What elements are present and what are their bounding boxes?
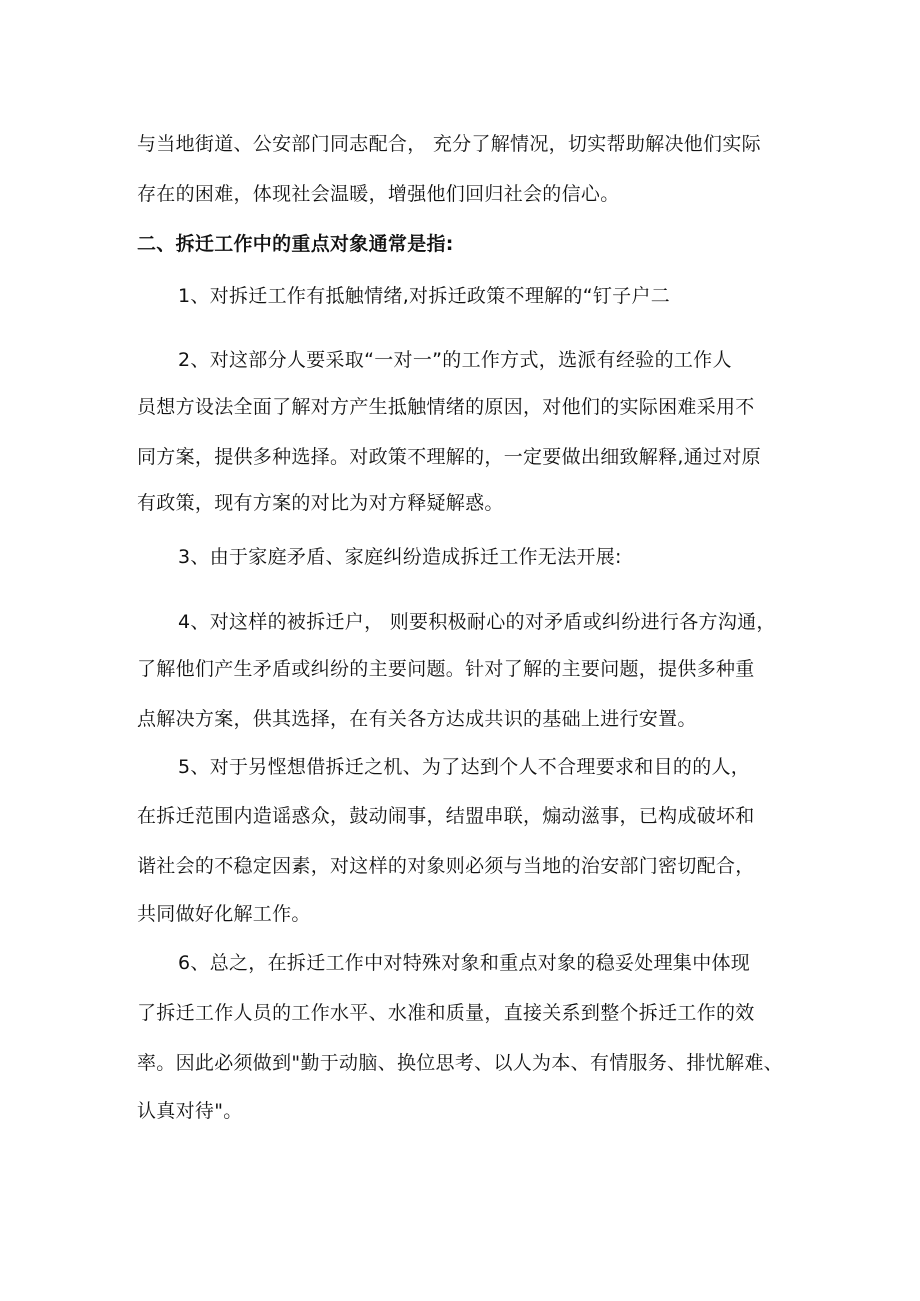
text-line: 员想方设法全面了解对方产生抵触情绪的原因，对他们的实际困难采用不 <box>137 396 755 418</box>
section-heading: 二、拆迁工作中的重点对象通常是指: <box>137 233 454 255</box>
text-line: 在拆迁范围内造谣惑众，鼓动闹事，结盟串联，煽动滋事，已构成破坏和 <box>137 805 755 827</box>
text-line: 谐社会的不稳定因素，对这样的对象则必须与当地的治安部门密切配合， <box>137 855 755 877</box>
list-item-4: 4、对这样的被拆迁户， 则要积极耐心的对矛盾或纠纷进行各方沟通， <box>178 611 776 633</box>
text-line: 与当地街道、公安部门同志配合， 充分了解情况，切实帮助解决他们实际 <box>137 133 761 155</box>
text-line: 存在的困难，体现社会温暖，增强他们回归社会的信心。 <box>137 183 620 205</box>
list-item-2: 2、对这部分人要采取“一对一”的工作方式，选派有经验的工作人 <box>178 349 732 371</box>
text-line: 了解他们产生矛盾或纠纷的主要问题。针对了解的主要问题，提供多种重 <box>137 658 755 680</box>
list-item-1: 1、对拆迁工作有抵触情绪,对拆迁政策不理解的“钉子户二 <box>178 285 671 307</box>
list-item-6: 6、总之，在拆迁工作中对特殊对象和重点对象的稳妥处理集中体现 <box>178 952 751 974</box>
list-item-5: 5、对于另悭想借拆迁之机、为了达到个人不合理要求和目的的人， <box>178 756 751 778</box>
text-line: 同方案，提供多种选择。对政策不理解的，一定要做出细致解释,通过对原 <box>137 446 761 468</box>
text-line: 有政策，现有方案的对比为对方释疑解惑。 <box>137 492 504 514</box>
text-line: 了拆迁工作人员的工作水平、水准和质量，直接关系到整个拆迁工作的效 <box>137 1002 755 1024</box>
text-line: 认真对待"。 <box>137 1100 243 1122</box>
text-line: 共同做好化解工作。 <box>137 903 311 925</box>
text-line: 点解决方案，供其选择，在有关各方达成共识的基础上进行安置。 <box>137 708 697 730</box>
text-line: 率。因此必须做到"勤于动脑、换位思考、以人为本、有情服务、排忧解难、 <box>137 1052 783 1074</box>
list-item-3: 3、由于家庭矛盾、家庭纠纷造成拆迁工作无法开展: <box>178 546 622 568</box>
